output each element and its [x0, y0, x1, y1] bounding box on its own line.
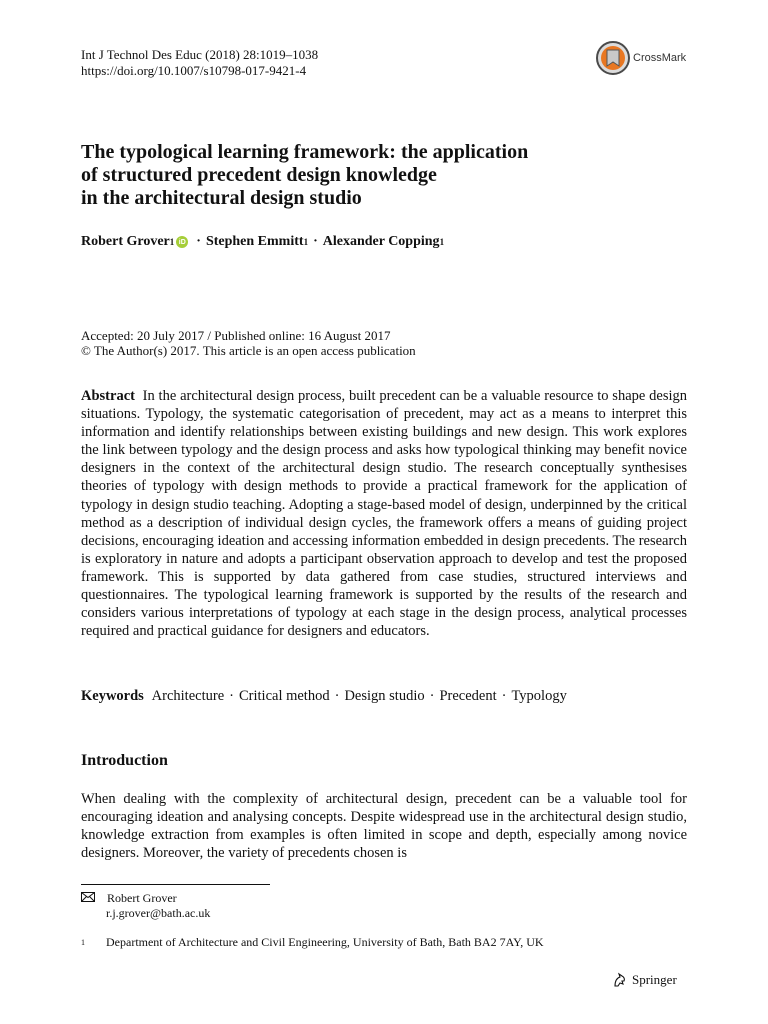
abstract-text: In the architectural design process, built precedent can be a valuable resource to shape design situations. Typology, the systematic categorisation of precedent, may act as a means to interpret this information and identify relationships between existing buildings and new design. This work explores the link between typology and the design process and asks how typological thinking may benefit novice designers in the context of the architectural design studio. The research conceptually synthesises theories of typology with design methods to provide a practical framework for the application of typology in design studio teaching. Adopting a stage-based model of design, underpinned by the critical method as a description of individual design cycles, the framework offers a means of guiding project decisions, encouraging ideation and accessing information embedded in design precedents. The research is exploratory in nature and adopts a participant observation approach to develop and test the proposed framework. This is supported by data gathered from case studies, structured interviews and questionnaires. The typological learning framework is supported by the results of the research and considers various interpretations of typology at each stage in the design process, analytical processes required and practical guidance for designers and educators. — [81, 388, 688, 640]
author-name[interactable]: Robert Grover — [81, 234, 170, 249]
introduction-paragraph: When dealing with the complexity of architectural design, precedent can be a valuable tool for encouraging ideation and analysing concepts. Despite widespread use in the architectural design studio, knowledge extraction from examples is often limited in scope and depth, especially among novice designers. Moreover, the variety of precedents chosen is — [81, 791, 687, 862]
keyword-separator: · — [229, 688, 234, 704]
journal-header — [81, 47, 318, 79]
keyword: Design studio — [344, 688, 425, 704]
copyright-line: © The Author(s) 2017. This article is an open access publication — [81, 343, 416, 358]
keyword: Typology — [511, 688, 567, 704]
corresponding-name: Robert Grover — [107, 891, 177, 905]
affiliation-footnote — [81, 935, 544, 950]
crossmark-label: CrossMark — [633, 52, 687, 64]
section-heading-introduction: Introduction — [81, 752, 168, 769]
author-separator: · — [313, 234, 318, 249]
affiliation-text: Department of Architecture and Civil Engineering, University of Bath, Bath BA2 7AY, UK — [106, 935, 544, 949]
corresponding-author — [81, 891, 210, 921]
article-title — [81, 141, 681, 210]
keywords-label: Keywords — [81, 688, 144, 704]
author-list — [81, 234, 444, 250]
author-separator: · — [196, 234, 201, 249]
crossmark-badge[interactable] — [596, 41, 686, 75]
crossmark-icon — [596, 41, 630, 75]
author-name[interactable]: Stephen Emmitt — [205, 234, 304, 249]
author-affiliation-mark: 1 — [169, 237, 175, 247]
keywords — [81, 688, 567, 705]
author-name[interactable]: Alexander Copping — [322, 234, 440, 249]
title-line: The typological learning framework: the application — [81, 141, 529, 163]
keyword: Architecture — [151, 688, 225, 704]
orcid-icon[interactable]: iD — [176, 236, 188, 248]
abstract — [81, 387, 687, 640]
envelope-icon — [81, 892, 95, 902]
footnote-divider — [81, 884, 270, 885]
keyword-separator: · — [334, 688, 340, 704]
publisher-name: Springer — [632, 972, 677, 987]
keyword: Critical method — [238, 688, 330, 704]
dates-line: Accepted: 20 July 2017 / Published online: 16 August 2017 — [81, 328, 391, 343]
keyword-separator: · — [501, 688, 507, 704]
title-line: of structured precedent design knowledge — [81, 164, 437, 186]
doi-link[interactable]: https://doi.org/10.1007/s10798-017-9421-4 — [81, 63, 307, 78]
author-affiliation-mark: 1 — [439, 237, 445, 247]
author-affiliation-mark: 1 — [303, 237, 309, 247]
springer-horse-icon — [612, 972, 628, 988]
keyword-separator: · — [429, 688, 435, 704]
keyword: Precedent — [439, 688, 497, 704]
title-line: in the architectural design studio — [81, 187, 362, 209]
publication-dates — [81, 328, 416, 358]
abstract-label: Abstract — [81, 388, 135, 404]
publisher-logo — [612, 972, 677, 988]
corresponding-email[interactable]: r.j.grover@bath.ac.uk — [106, 906, 211, 920]
journal-citation: Int J Technol Des Educ (2018) 28:1019–1038 — [81, 47, 319, 62]
affiliation-number: 1 — [81, 938, 85, 947]
